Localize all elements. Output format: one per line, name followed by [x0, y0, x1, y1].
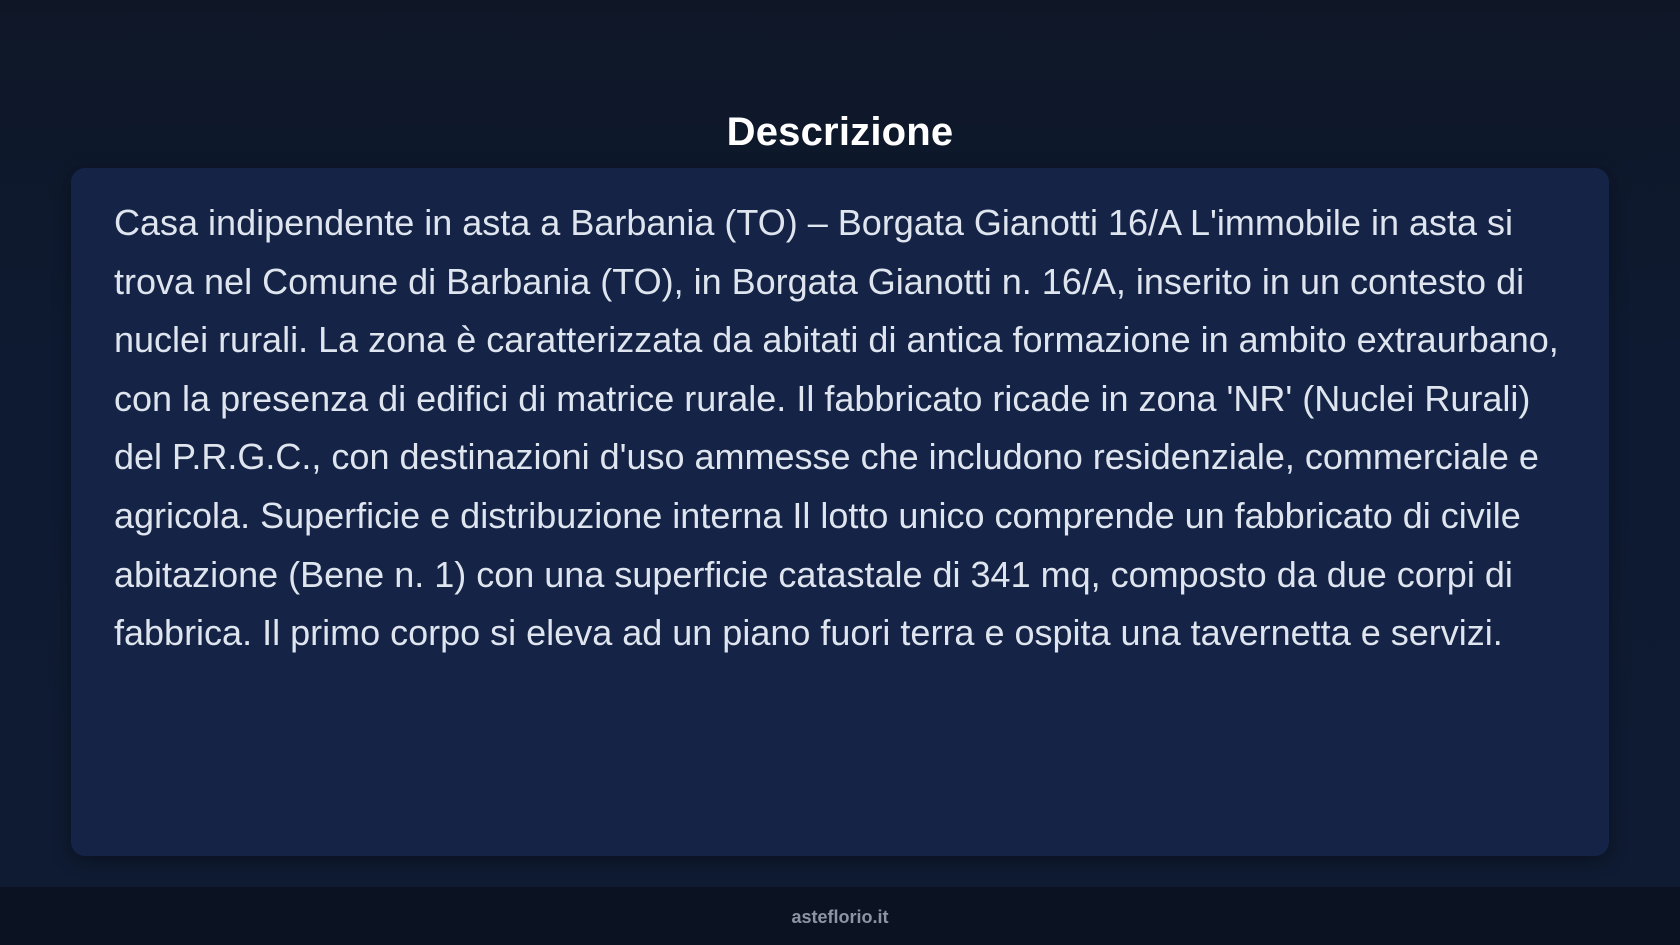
- description-text: Casa indipendente in asta a Barbania (TO) – Borgata Gianotti 16/A L'immobile in asta si trova nel Comune di Barbania (TO), in Borgata Gianotti n. 16/A, inserito in un contesto di nuclei rurali. La zona è caratterizzata da abitati di antica formazione in ambito extraurbano, con la presenza di edifici di matrice rurale. Il fabbricato ricade in zona 'NR' (Nuclei Rurali) del P.R.G.C., con destinazioni d'uso ammesse che includono residenziale, commerciale e agricola. Superficie e distribuzione interna Il lotto unico comprende un fabbricato di civile abitazione (Bene n. 1) con una superficie catastale di 341 mq, composto da due corpi di fabbrica. Il primo corpo si eleva ad un piano fuori terra e ospita una tavernetta e servizi.: [114, 202, 1559, 654]
- page-title: Descrizione: [726, 109, 954, 154]
- description-card: [71, 168, 1609, 856]
- footer-site-label: asteflorio.it: [791, 907, 889, 927]
